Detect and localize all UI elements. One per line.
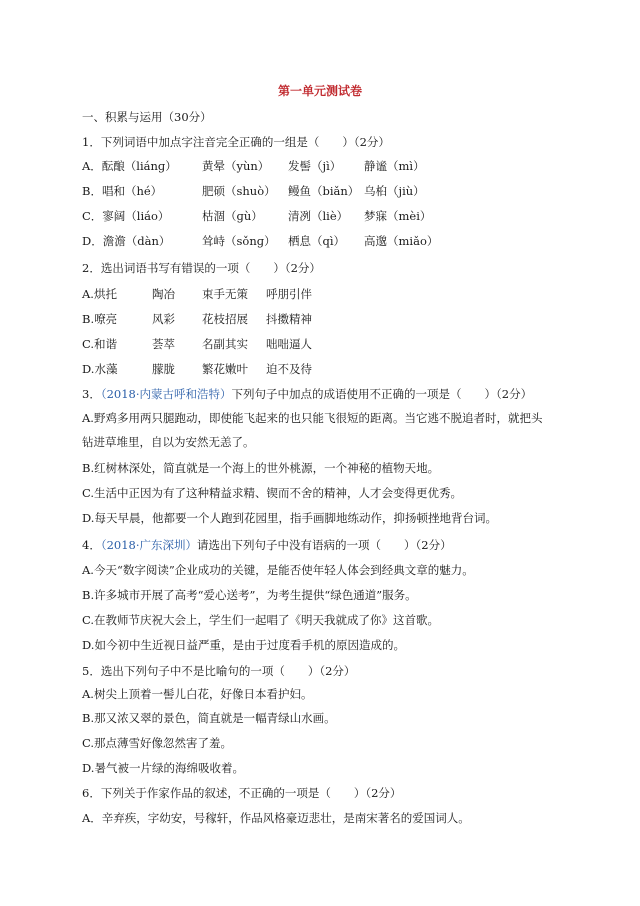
- option-word: C.和谐: [82, 337, 118, 351]
- option-word: 束手无策: [202, 287, 248, 301]
- option-word: 朦胧: [152, 362, 175, 376]
- option-word: 名副其实: [202, 337, 248, 351]
- option-word: 乌桕（jiù）: [364, 184, 425, 198]
- question-source: （2018·内蒙古呼和浩特）: [100, 387, 232, 401]
- option-word: B.嘹亮: [82, 312, 118, 326]
- question-4-option-c: C.在教师节庆祝大会上，学生们一起唱了《明天我就成了你》这首歌。: [82, 613, 440, 627]
- question-4-option-d: D.如今初中生近视日益严重，是由于过度看手机的原因造成的。: [82, 638, 405, 652]
- question-3-option-a: A.野鸡多用两只腿跑动，即使能飞起来的也只能飞很短的距离。当它逃不脱追者时，就把头: [82, 411, 543, 425]
- option-word: 静谧（mì）: [364, 159, 425, 173]
- option-word: 肥硕（shuò）: [202, 184, 276, 198]
- option-word: 迫不及待: [266, 362, 312, 376]
- question-3-option-b: B.红树林深处，简直就是一个海上的世外桃源，一个神秘的植物天地。: [82, 461, 440, 475]
- option-word: 呼朋引伴: [266, 287, 312, 301]
- question-5-option-c: C.那点薄雪好像忽然害了羞。: [82, 736, 233, 750]
- question-2-stem: 2．选出词语书写有错误的一项（ ）（2分）: [82, 261, 321, 275]
- option-word: C．寥阔（liáo）: [82, 209, 170, 223]
- option-word: D．澹澹（dàn）: [82, 234, 171, 248]
- option-word: 抖擞精神: [266, 312, 312, 326]
- question-5-option-b: B.那又浓又翠的景色，简直就是一幅青绿山水画。: [82, 711, 336, 725]
- option-word: 栖息（qì）: [288, 234, 346, 248]
- option-word: B．唱和（hé）: [82, 184, 163, 198]
- option-word: 咄咄逼人: [266, 337, 312, 351]
- option-word: 枯涸（ɡù）: [202, 209, 263, 223]
- question-6-option-a: A．辛弃疾，字幼安，号稼轩，作品风格豪迈悲壮，是南宋著名的爱国词人。: [82, 811, 470, 825]
- question-3-option-a-cont: 钻进草堆里，自以为安然无恙了。: [82, 435, 255, 449]
- option-word: 风彩: [152, 312, 175, 326]
- question-5-option-d: D.暑气被一片绿的海绵吸收着。: [82, 761, 244, 775]
- question-4-option-a: A.今天“数字阅读”企业成功的关键，是能否使年轻人体会到经典文章的魅力。: [82, 563, 474, 577]
- option-word: 发髻（jì）: [288, 159, 342, 173]
- page-title: 第一单元测试卷: [277, 84, 362, 98]
- question-1-stem: 1．下列词语中加点字注音完全正确的一组是（ ）（2分）: [82, 135, 390, 149]
- section-heading: 一、积累与运用（30分）: [82, 110, 212, 124]
- question-6-stem: 6．下列关于作家作品的叙述，不正确的一项是（ ）（2分）: [82, 786, 402, 800]
- option-word: D.水藻: [82, 362, 118, 376]
- option-word: 高邈（miǎo）: [364, 234, 439, 248]
- option-word: A.烘托: [82, 287, 117, 301]
- option-word: 繁花嫩叶: [202, 362, 248, 376]
- option-word: 荟萃: [152, 337, 175, 351]
- option-word: 鳗鱼（biǎn）: [288, 184, 360, 198]
- option-word: 清冽（liè）: [288, 209, 349, 223]
- option-word: A．酝酿（liánɡ）: [82, 159, 177, 173]
- question-text: 请选出下列句子中没有语病的一项（ ）（2分）: [197, 538, 452, 552]
- question-3-option-d: D.每天早晨，他都要一个人跑到花园里，指手画脚地练动作，抑扬顿挫地背台词。: [82, 511, 497, 525]
- question-3-stem: [82, 386, 532, 402]
- question-number: 3．: [82, 387, 101, 401]
- question-5-option-a: A.树尖上顶着一髻儿白花，好像日本看护妇。: [82, 687, 313, 701]
- question-text: 下列句子中加点的成语使用不正确的一项是（ ）（2分）: [231, 387, 533, 401]
- option-word: 黄晕（yùn）: [202, 159, 270, 173]
- question-source: （2018·广东深圳）: [100, 538, 197, 552]
- option-word: 耸峙（sǒnɡ）: [202, 234, 276, 248]
- question-5-stem: 5．选出下列句子中不是比喻句的一项（ ）（2分）: [82, 664, 356, 678]
- question-3-option-c: C.生活中正因为有了这种精益求精、锲而不舍的精神，人才会变得更优秀。: [82, 486, 463, 500]
- question-4-option-b: B.许多城市开展了高考“爱心送考”，为考生提供“绿色通道”服务。: [82, 588, 417, 602]
- option-word: 花枝招展: [202, 312, 248, 326]
- option-word: 梦寐（mèi）: [364, 209, 432, 223]
- question-number: 4．: [82, 538, 101, 552]
- question-4-stem: [82, 537, 452, 553]
- option-word: 陶冶: [152, 287, 175, 301]
